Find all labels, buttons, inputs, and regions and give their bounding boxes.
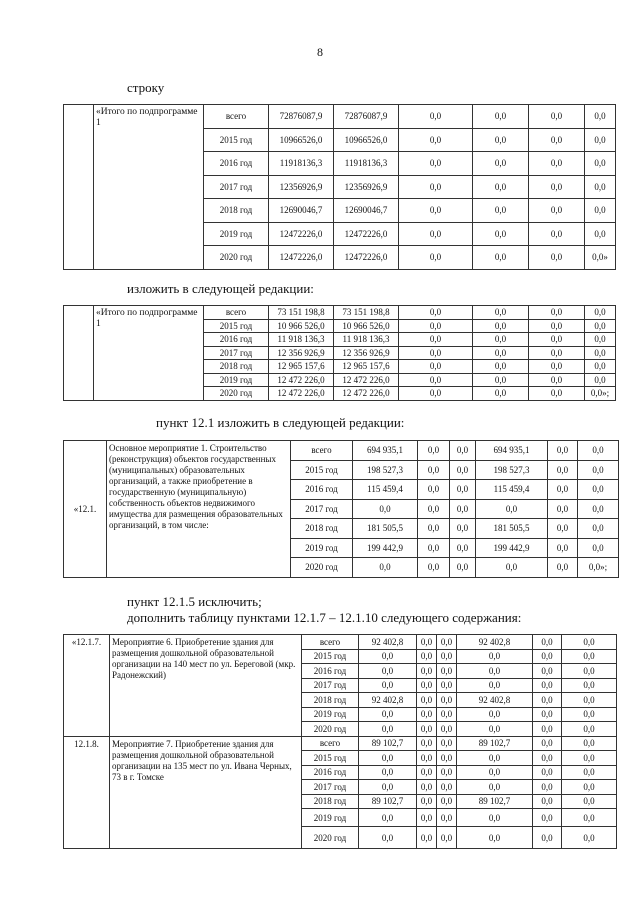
cell-col-6: 0,0 [562, 664, 617, 679]
cell-col-2: 0,0 [417, 635, 437, 650]
cell-col-5: 0,0 [533, 678, 562, 693]
table-row [64, 736, 617, 751]
cell-col-5: 0,0 [529, 128, 585, 152]
cell-period: 2020 год [302, 827, 359, 849]
cell-col-3: 0,0 [437, 827, 457, 849]
cell-col-4: 115 459,4 [476, 480, 548, 500]
cell-col-3: 0,0 [450, 441, 476, 461]
cell-period: 2016 год [204, 333, 269, 347]
cell-period: 2018 год [204, 199, 269, 223]
item-description: Основное мероприятие 1. Строительство (реконструкция) объектов государственных (муниципальных) образовательных организаций, а также приобретение в государственную (муниципальную) собственность объектов недвижимого имущества для размещения образовательных организаций, в том числе: [107, 441, 291, 578]
cell-col-5: 0,0 [533, 780, 562, 795]
cell-col-4: 0,0 [473, 360, 529, 374]
cell-col-4: 92 402,8 [457, 693, 533, 708]
cell-col-4: 89 102,7 [457, 794, 533, 809]
cell-total: 72876087,9 [269, 105, 334, 129]
cell-col-3: 0,0 [399, 360, 473, 374]
cell-col-2: 11918136,3 [334, 152, 399, 176]
cell-total: 115 459,4 [353, 480, 418, 500]
cell-col-6: 0,0 [562, 649, 617, 664]
cell-col-6: 0,0 [562, 765, 617, 780]
cell-col-4: 0,0 [473, 199, 529, 223]
cell-total: 12 472 226,0 [269, 387, 334, 401]
cell-col-6: 0,0 [585, 199, 616, 223]
cell-col-5: 0,0 [548, 538, 578, 558]
cell-col-2: 0,0 [418, 499, 450, 519]
intro-line-4: пункт 12.1.5 исключить; [127, 594, 262, 609]
cell-total: 10966526,0 [269, 128, 334, 152]
cell-col-6: 0,0 [578, 441, 619, 461]
cell-period: 2015 год [204, 128, 269, 152]
cell-col-6: 0,0 [562, 751, 617, 766]
cell-col-5: 0,0 [529, 346, 585, 360]
cell-period: 2019 год [204, 222, 269, 246]
cell-col-4: 0,0 [457, 649, 533, 664]
cell-col-4: 0,0 [473, 319, 529, 333]
cell-col-2: 0,0 [417, 765, 437, 780]
cell-col-4: 0,0 [476, 499, 548, 519]
cell-col-5: 0,0 [533, 751, 562, 766]
cell-total: 0,0 [359, 765, 417, 780]
cell-col-3: 0,0 [399, 333, 473, 347]
cell-period: 2018 год [204, 360, 269, 374]
cell-col-3: 0,0 [399, 222, 473, 246]
cell-col-4: 0,0 [457, 722, 533, 737]
cell-col-4: 0,0 [473, 105, 529, 129]
cell-col-4: 0,0 [473, 306, 529, 320]
cell-col-2: 0,0 [417, 809, 437, 827]
cell-col-3: 0,0 [437, 664, 457, 679]
cell-col-3: 0,0 [399, 387, 473, 401]
cell-col-3: 0,0 [399, 199, 473, 223]
cell-total: 0,0 [359, 664, 417, 679]
cell-col-3: 0,0 [437, 751, 457, 766]
cell-col-6: 0,0 [562, 722, 617, 737]
cell-period: 2015 год [204, 319, 269, 333]
cell-period: 2016 год [204, 152, 269, 176]
intro-line-2: изложить в следующей редакции: [127, 281, 314, 296]
table-row [64, 441, 619, 461]
cell-col-3: 0,0 [437, 722, 457, 737]
cell-period: 2020 год [302, 722, 359, 737]
cell-total: 12356926,9 [269, 175, 334, 199]
cell-col-5: 0,0 [529, 199, 585, 223]
cell-total: 0,0 [353, 499, 418, 519]
cell-col-6: 0,0 [578, 480, 619, 500]
cell-col-3: 0,0 [437, 765, 457, 780]
cell-col-5: 0,0 [529, 175, 585, 199]
cell-col-4: 89 102,7 [457, 736, 533, 751]
cell-total: 12472226,0 [269, 222, 334, 246]
cell-col-6: 0,0 [585, 105, 616, 129]
item-description: Мероприятие 7. Приобретение здания для размещения дошкольной образовательной организации на 135 мест по ул. Ивана Черных, 73 в г. Томске [110, 736, 302, 849]
cell-total: 12 356 926,9 [269, 346, 334, 360]
cell-col-2: 0,0 [417, 707, 437, 722]
cell-col-3: 0,0 [450, 558, 476, 578]
cell-col-5: 0,0 [533, 693, 562, 708]
cell-col-4: 0,0 [473, 333, 529, 347]
cell-col-3: 0,0 [399, 175, 473, 199]
cell-col-6: 0,0 [578, 460, 619, 480]
cell-col-2: 11 918 136,3 [334, 333, 399, 347]
cell-col-4: 0,0 [457, 765, 533, 780]
cell-period: всего [204, 105, 269, 129]
cell-period: 2016 год [302, 765, 359, 780]
cell-col-2: 10966526,0 [334, 128, 399, 152]
cell-total: 12 472 226,0 [269, 373, 334, 387]
cell-col-6: 0,0 [562, 809, 617, 827]
cell-col-3: 0,0 [437, 809, 457, 827]
cell-col-4: 0,0 [473, 222, 529, 246]
cell-col-2: 12 965 157,6 [334, 360, 399, 374]
row-label: «Итого по подпрограмме 1 [94, 105, 204, 270]
cell-col-2: 12 472 226,0 [334, 387, 399, 401]
cell-total: 0,0 [359, 751, 417, 766]
cell-col-4: 0,0 [457, 707, 533, 722]
cell-period: 2016 год [291, 480, 353, 500]
cell-col-3: 0,0 [399, 152, 473, 176]
index-cell [64, 306, 94, 401]
table-old-total [63, 104, 616, 270]
cell-period: всего [204, 306, 269, 320]
cell-col-3: 0,0 [399, 346, 473, 360]
cell-col-5: 0,0 [533, 827, 562, 849]
cell-period: всего [302, 635, 359, 650]
cell-col-3: 0,0 [399, 306, 473, 320]
cell-col-4: 0,0 [457, 751, 533, 766]
cell-total: 199 442,9 [353, 538, 418, 558]
cell-col-5: 0,0 [533, 707, 562, 722]
cell-period: 2018 год [291, 519, 353, 539]
cell-total: 73 151 198,8 [269, 306, 334, 320]
cell-period: всего [302, 736, 359, 751]
cell-period: 2015 год [302, 649, 359, 664]
cell-total: 0,0 [359, 707, 417, 722]
cell-col-3: 0,0 [437, 707, 457, 722]
cell-total: 92 402,8 [359, 693, 417, 708]
cell-col-2: 12 472 226,0 [334, 373, 399, 387]
cell-period: 2018 год [302, 794, 359, 809]
table-row [64, 635, 617, 650]
cell-col-5: 0,0 [529, 360, 585, 374]
cell-period: 2015 год [302, 751, 359, 766]
cell-col-2: 0,0 [417, 751, 437, 766]
cell-col-2: 0,0 [417, 827, 437, 849]
cell-col-5: 0,0 [533, 765, 562, 780]
cell-col-6: 0,0» [585, 246, 616, 270]
cell-col-5: 0,0 [529, 105, 585, 129]
cell-col-6: 0,0 [585, 346, 616, 360]
cell-col-4: 0,0 [473, 373, 529, 387]
cell-col-6: 0,0 [578, 538, 619, 558]
cell-col-4: 0,0 [473, 246, 529, 270]
cell-col-2: 0,0 [417, 678, 437, 693]
cell-col-3: 0,0 [399, 105, 473, 129]
cell-col-4: 694 935,1 [476, 441, 548, 461]
intro-line-3: пункт 12.1 изложить в следующей редакции: [156, 415, 405, 430]
cell-col-2: 0,0 [418, 441, 450, 461]
cell-col-5: 0,0 [529, 387, 585, 401]
cell-col-3: 0,0 [450, 519, 476, 539]
cell-col-4: 0,0 [473, 387, 529, 401]
cell-col-2: 0,0 [417, 780, 437, 795]
cell-total: 10 966 526,0 [269, 319, 334, 333]
cell-col-6: 0,0 [585, 333, 616, 347]
cell-col-6: 0,0 [578, 519, 619, 539]
cell-col-6: 0,0 [562, 827, 617, 849]
cell-period: 2015 год [291, 460, 353, 480]
cell-period: 2020 год [204, 387, 269, 401]
table-added-items [63, 634, 617, 849]
cell-col-5: 0,0 [548, 558, 578, 578]
cell-col-5: 0,0 [533, 794, 562, 809]
cell-total: 12690046,7 [269, 199, 334, 223]
cell-col-5: 0,0 [548, 499, 578, 519]
cell-col-4: 92 402,8 [457, 635, 533, 650]
cell-col-6: 0,0 [562, 678, 617, 693]
cell-col-4: 0,0 [473, 152, 529, 176]
cell-col-4: 0,0 [473, 175, 529, 199]
cell-period: 2017 год [204, 346, 269, 360]
cell-col-2: 12472226,0 [334, 222, 399, 246]
cell-col-2: 12 356 926,9 [334, 346, 399, 360]
cell-period: 2019 год [302, 707, 359, 722]
cell-period: 2017 год [204, 175, 269, 199]
cell-period: 2017 год [302, 678, 359, 693]
cell-col-6: 0,0 [585, 373, 616, 387]
cell-total: 0,0 [353, 558, 418, 578]
row-label: «Итого по подпрограмме 1 [94, 306, 204, 401]
cell-period: 2019 год [204, 373, 269, 387]
cell-total: 12472226,0 [269, 246, 334, 270]
cell-col-6: 0,0 [562, 736, 617, 751]
cell-col-3: 0,0 [437, 736, 457, 751]
cell-col-5: 0,0 [548, 519, 578, 539]
cell-col-3: 0,0 [437, 794, 457, 809]
cell-col-2: 0,0 [417, 722, 437, 737]
cell-col-6: 0,0»; [578, 558, 619, 578]
cell-total: 89 102,7 [359, 736, 417, 751]
cell-total: 198 527,3 [353, 460, 418, 480]
cell-period: 2019 год [302, 809, 359, 827]
cell-col-2: 72876087,9 [334, 105, 399, 129]
cell-col-6: 0,0 [562, 780, 617, 795]
cell-col-5: 0,0 [533, 809, 562, 827]
cell-total: 0,0 [359, 809, 417, 827]
item-description: Мероприятие 6. Приобретение здания для размещения дошкольной образовательной организации на 140 мест по ул. Береговой (мкр. Радонежский) [110, 635, 302, 737]
cell-total: 0,0 [359, 722, 417, 737]
cell-period: 2016 год [302, 664, 359, 679]
cell-col-3: 0,0 [437, 780, 457, 795]
cell-total: 0,0 [359, 678, 417, 693]
item-index: 12.1.8. [64, 736, 110, 849]
cell-col-6: 0,0 [585, 319, 616, 333]
cell-col-5: 0,0 [533, 722, 562, 737]
cell-col-4: 0,0 [457, 664, 533, 679]
cell-col-2: 0,0 [417, 693, 437, 708]
cell-period: 2018 год [302, 693, 359, 708]
cell-col-2: 0,0 [417, 736, 437, 751]
cell-col-2: 0,0 [418, 480, 450, 500]
table-new-total [63, 305, 616, 401]
cell-col-5: 0,0 [533, 664, 562, 679]
cell-col-5: 0,0 [529, 222, 585, 246]
item-index: «12.1. [64, 441, 107, 578]
index-cell [64, 105, 94, 270]
cell-col-6: 0,0»; [585, 387, 616, 401]
cell-total: 694 935,1 [353, 441, 418, 461]
cell-col-4: 0,0 [457, 678, 533, 693]
cell-total: 0,0 [359, 827, 417, 849]
cell-col-2: 0,0 [417, 649, 437, 664]
cell-col-4: 181 505,5 [476, 519, 548, 539]
cell-col-6: 0,0 [562, 794, 617, 809]
cell-col-2: 12690046,7 [334, 199, 399, 223]
cell-col-6: 0,0 [585, 360, 616, 374]
cell-col-4: 0,0 [473, 346, 529, 360]
cell-period: 2017 год [291, 499, 353, 519]
table-item-12-1 [63, 440, 619, 578]
cell-total: 12 965 157,6 [269, 360, 334, 374]
cell-col-2: 0,0 [418, 558, 450, 578]
cell-period: 2020 год [204, 246, 269, 270]
cell-col-4: 0,0 [473, 128, 529, 152]
cell-total: 0,0 [359, 780, 417, 795]
cell-col-6: 0,0 [585, 222, 616, 246]
cell-col-6: 0,0 [585, 306, 616, 320]
cell-col-3: 0,0 [450, 499, 476, 519]
cell-col-4: 0,0 [457, 809, 533, 827]
table-row [64, 306, 616, 320]
cell-col-5: 0,0 [529, 246, 585, 270]
cell-total: 0,0 [359, 649, 417, 664]
cell-col-2: 12472226,0 [334, 246, 399, 270]
cell-total: 11 918 136,3 [269, 333, 334, 347]
cell-total: 92 402,8 [359, 635, 417, 650]
cell-total: 89 102,7 [359, 794, 417, 809]
cell-total: 181 505,5 [353, 519, 418, 539]
cell-col-2: 73 151 198,8 [334, 306, 399, 320]
cell-col-3: 0,0 [450, 480, 476, 500]
cell-period: 2019 год [291, 538, 353, 558]
cell-col-5: 0,0 [529, 333, 585, 347]
cell-col-2: 0,0 [417, 794, 437, 809]
cell-col-4: 199 442,9 [476, 538, 548, 558]
cell-period: 2017 год [302, 780, 359, 795]
cell-col-6: 0,0 [562, 693, 617, 708]
cell-col-2: 0,0 [418, 519, 450, 539]
cell-period: всего [291, 441, 353, 461]
cell-col-3: 0,0 [437, 649, 457, 664]
cell-col-3: 0,0 [399, 319, 473, 333]
item-index: «12.1.7. [64, 635, 110, 737]
cell-period: 2020 год [291, 558, 353, 578]
cell-col-3: 0,0 [437, 678, 457, 693]
table-row [64, 105, 616, 129]
cell-col-3: 0,0 [399, 373, 473, 387]
cell-col-3: 0,0 [437, 693, 457, 708]
cell-col-5: 0,0 [533, 736, 562, 751]
cell-col-2: 0,0 [417, 664, 437, 679]
cell-col-6: 0,0 [578, 499, 619, 519]
cell-col-2: 12356926,9 [334, 175, 399, 199]
cell-col-4: 0,0 [457, 827, 533, 849]
cell-col-3: 0,0 [399, 128, 473, 152]
cell-col-5: 0,0 [548, 441, 578, 461]
cell-col-6: 0,0 [585, 128, 616, 152]
page-number: 8 [317, 45, 323, 59]
cell-col-3: 0,0 [437, 635, 457, 650]
intro-line-1: строку [127, 80, 165, 95]
cell-col-6: 0,0 [585, 152, 616, 176]
cell-col-2: 10 966 526,0 [334, 319, 399, 333]
cell-col-5: 0,0 [529, 373, 585, 387]
cell-col-2: 0,0 [418, 538, 450, 558]
cell-col-5: 0,0 [533, 649, 562, 664]
cell-col-4: 0,0 [476, 558, 548, 578]
cell-total: 11918136,3 [269, 152, 334, 176]
cell-col-5: 0,0 [529, 306, 585, 320]
cell-col-5: 0,0 [533, 635, 562, 650]
cell-col-3: 0,0 [450, 460, 476, 480]
cell-col-5: 0,0 [529, 152, 585, 176]
cell-col-5: 0,0 [548, 480, 578, 500]
cell-col-4: 198 527,3 [476, 460, 548, 480]
intro-line-5: дополнить таблицу пунктами 12.1.7 – 12.1.10 следующего содержания: [127, 610, 522, 625]
cell-col-2: 0,0 [418, 460, 450, 480]
cell-col-6: 0,0 [562, 635, 617, 650]
cell-col-3: 0,0 [399, 246, 473, 270]
cell-col-5: 0,0 [529, 319, 585, 333]
cell-col-6: 0,0 [585, 175, 616, 199]
cell-col-3: 0,0 [450, 538, 476, 558]
cell-col-5: 0,0 [548, 460, 578, 480]
cell-col-4: 0,0 [457, 780, 533, 795]
cell-col-6: 0,0 [562, 707, 617, 722]
